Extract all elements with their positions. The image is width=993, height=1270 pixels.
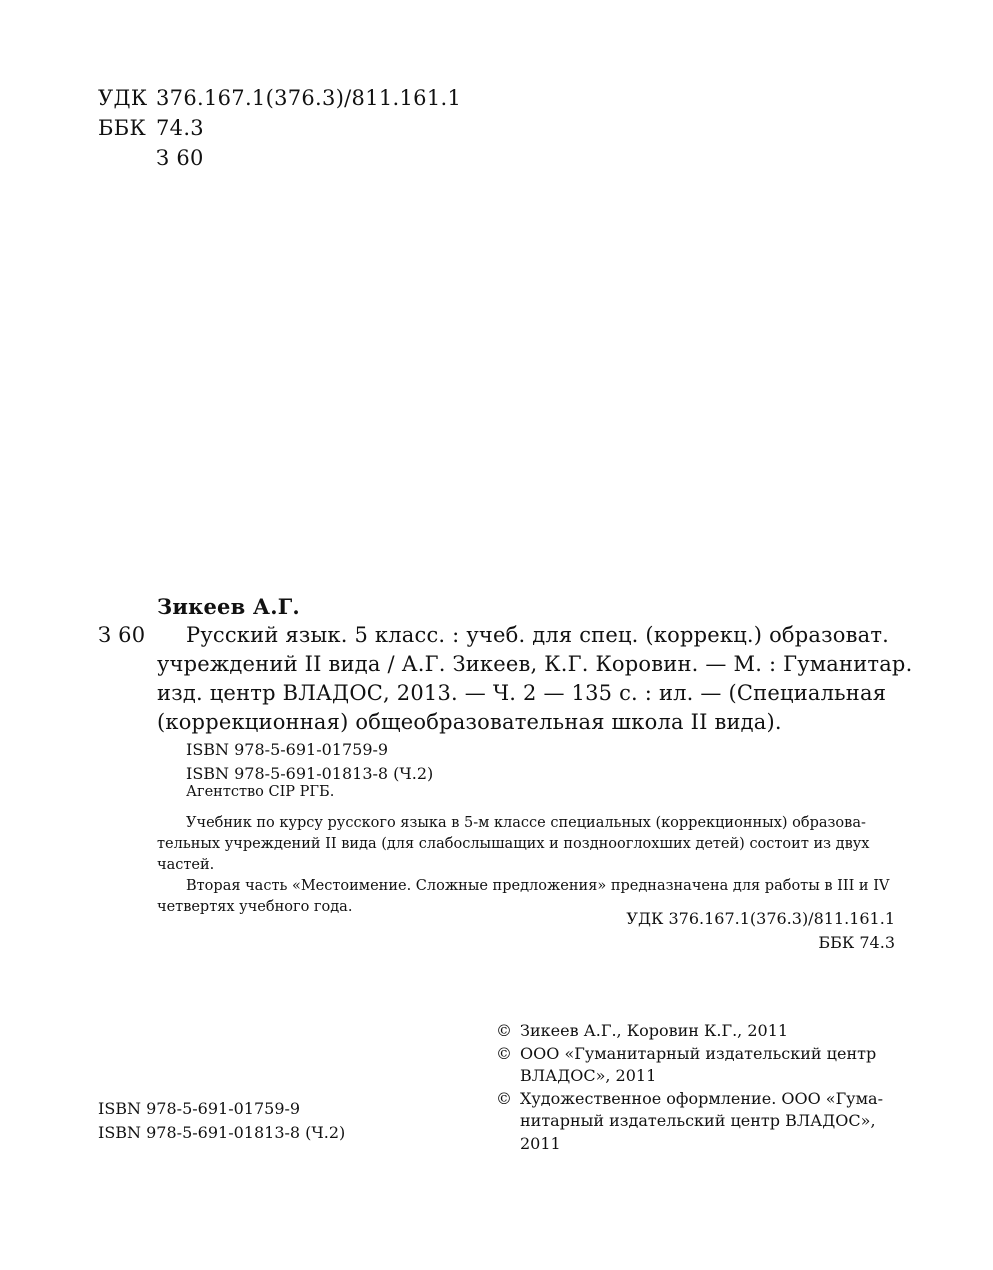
udk-line: [98, 83, 461, 113]
copyright-text: ВЛАДОС», 2011: [520, 1066, 657, 1085]
annotation: [157, 813, 889, 918]
catalog-description: [157, 621, 912, 737]
catalog-isbn-block: [186, 738, 433, 786]
copyright-text: Художественное оформление. ООО «Гума-: [520, 1088, 883, 1108]
annotation-line: Учебник по курсу русского языка в 5-м классе специальных (коррекционных) образова-: [186, 815, 866, 831]
catalog-author-mark: З 60: [98, 623, 146, 647]
author-mark: З 60: [156, 146, 204, 170]
copyright-icon: ©: [496, 1043, 512, 1063]
copyright-text: ООО «Гуманитарный издательский центр: [520, 1043, 877, 1063]
copyright-icon: ©: [496, 1088, 512, 1108]
copyright-block: [496, 1020, 883, 1155]
bottom-isbn-block: [98, 1097, 345, 1145]
isbn-line: ISBN 978-5-691-01759-9: [98, 1099, 301, 1118]
udk-label: УДК: [98, 86, 148, 110]
description-line: (коррекционная) общеобразовательная школа II вида).: [157, 710, 782, 734]
copyright-text: 2011: [520, 1133, 561, 1153]
description-line: Русский язык. 5 класс. : учеб. для спец. (коррекц.) образоват.: [186, 623, 890, 647]
annotation-line: Вторая часть «Местоимение. Сложные предложения» предназначена для работы в III и IV: [186, 878, 890, 894]
udk-right: УДК 376.167.1(376.3)/811.161.1: [626, 909, 895, 928]
bbk-label: ББК: [98, 116, 147, 140]
copyright-icon: ©: [496, 1021, 512, 1040]
copyright-item: [496, 1088, 883, 1156]
header-classification: [98, 83, 461, 173]
isbn-line: ISBN 978-5-691-01759-9: [186, 740, 389, 759]
catalog-author: Зикеев А.Г.: [157, 594, 300, 619]
bbk-value: 74.3: [156, 116, 204, 140]
copyright-item: [496, 1043, 883, 1088]
annotation-line: частей.: [157, 857, 215, 873]
annotation-line: тельных учреждений II вида (для слабослышащих и позднооглохших детей) состоит из двух: [157, 836, 870, 852]
annotation-line: четвертях учебного года.: [157, 899, 353, 915]
udk-value: 376.167.1(376.3)/811.161.1: [156, 86, 462, 110]
author-mark-line: [98, 143, 461, 173]
copyright-text: Зикеев А.Г., Коровин К.Г., 2011: [520, 1021, 789, 1040]
cip-agency: Агентство CIP РГБ.: [186, 784, 335, 800]
copyright-text: нитарный издательский центр ВЛАДОС»,: [520, 1111, 876, 1130]
isbn-line: ISBN 978-5-691-01813-8 (Ч.2): [98, 1123, 346, 1142]
bbk-right: ББК 74.3: [818, 933, 895, 952]
isbn-line: ISBN 978-5-691-01813-8 (Ч.2): [186, 764, 434, 783]
copyright-item: [496, 1020, 883, 1043]
classification-right: [626, 907, 895, 955]
description-line: изд. центр ВЛАДОС, 2013. — Ч. 2 — 135 с. : ил. — (Специальная: [157, 681, 887, 705]
bbk-line: [98, 113, 461, 143]
description-line: учреждений II вида / А.Г. Зикеев, К.Г. Коровин. — М. : Гуманитар.: [157, 652, 913, 676]
